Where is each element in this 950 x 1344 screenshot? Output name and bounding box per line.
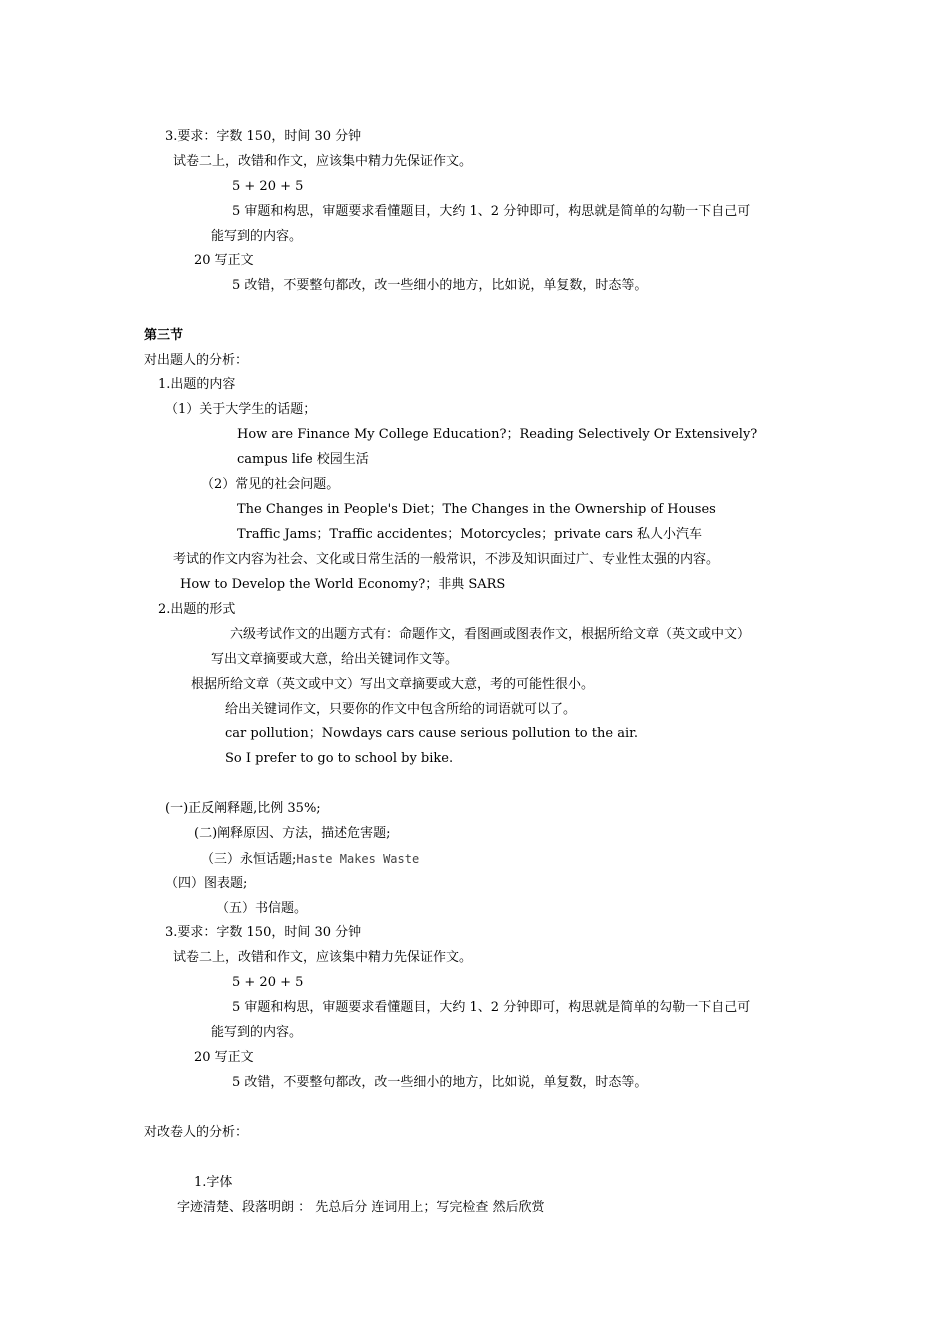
- text-line: （2）常见的社会问题。: [201, 477, 340, 492]
- text-line: 字迹清楚、段落明朗 ： 先总后分 连词用上；写完检查 然后欣赏: [177, 1200, 545, 1215]
- text-line: 5 改错，不要整句都改，改一些细小的地方，比如说，单复数，时态等。: [232, 278, 648, 293]
- text-line: 考试的作文内容为社会、文化或日常生活的一般常识，不涉及知识面过广、专业性太强的内容。: [173, 552, 720, 567]
- text-line: 5 + 20 + 5: [232, 179, 304, 194]
- text-line: 20 写正文: [194, 253, 254, 268]
- section-heading: 第三节: [144, 328, 184, 343]
- text-line: 能写到的内容。: [211, 1025, 303, 1040]
- text-line: 写出文章摘要或大意，给出关键词作文等。: [211, 652, 459, 667]
- text-line: 1.字体: [194, 1175, 233, 1190]
- text-line: 5 审题和构思，审题要求看懂题目，大约 1、2 分钟即可，构思就是简单的勾勒一下自己可: [232, 204, 751, 219]
- text-line: 根据所给文章（英文或中文）写出文章摘要或大意，考的可能性很小。: [191, 677, 595, 692]
- text-line: 试卷二上，改错和作文，应该集中精力先保证作文。: [173, 950, 473, 965]
- text-line: 能写到的内容。: [211, 229, 303, 244]
- text-line: 给出关键词作文，只要你的作文中包含所给的词语就可以了。: [225, 702, 577, 717]
- text-line: （四）图表题;: [165, 876, 248, 891]
- text-line: 1.出题的内容: [158, 377, 236, 392]
- text-line: car pollution；Nowdays cars cause serious pollution to the air.: [225, 726, 639, 741]
- text-line: 2.出题的形式: [158, 602, 236, 617]
- topic-label: （三）永恒话题;: [201, 852, 297, 867]
- text-line: campus life 校园生活: [237, 452, 369, 467]
- text-line: How are Finance My College Education?；Reading Selectively Or Extensively?: [237, 427, 758, 442]
- text-line: 5 审题和构思，审题要求看懂题目，大约 1、2 分钟即可，构思就是简单的勾勒一下自己可: [232, 1000, 751, 1015]
- text-line: 5 改错，不要整句都改，改一些细小的地方，比如说，单复数，时态等。: [232, 1075, 648, 1090]
- text-line: 对出题人的分析：: [144, 353, 249, 368]
- text-line: （五）书信题。: [216, 901, 308, 916]
- topic-title: Haste Makes Waste: [296, 852, 420, 866]
- requirement-heading: 3.要求：字数 150，时间 30 分钟: [165, 925, 362, 940]
- text-line: [201, 850, 419, 869]
- text-line: (一)正反阐释题,比例 35%;: [165, 801, 321, 816]
- requirement-heading: 3.要求：字数 150，时间 30 分钟: [165, 129, 362, 144]
- text-line: So I prefer to go to school by bike.: [225, 751, 454, 766]
- text-line: 5 + 20 + 5: [232, 975, 304, 990]
- text-line: 六级考试作文的出题方式有：命题作文，看图画或图表作文，根据所给文章（英文或中文）: [230, 627, 751, 642]
- text-line: How to Develop the World Economy?；非典 SARS: [180, 577, 506, 592]
- text-line: 试卷二上，改错和作文，应该集中精力先保证作文。: [173, 154, 473, 169]
- text-line: (二)阐释原因、方法，描述危害题;: [194, 826, 391, 841]
- text-line: The Changes in People's Diet；The Changes in the Ownership of Houses: [237, 502, 716, 517]
- text-line: （1）关于大学生的话题；: [165, 402, 317, 417]
- text-line: 对改卷人的分析：: [144, 1125, 249, 1140]
- text-line: Traffic Jams；Traffic accidentes；Motorcycles；private cars 私人小汽车: [237, 527, 703, 542]
- text-line: 20 写正文: [194, 1050, 254, 1065]
